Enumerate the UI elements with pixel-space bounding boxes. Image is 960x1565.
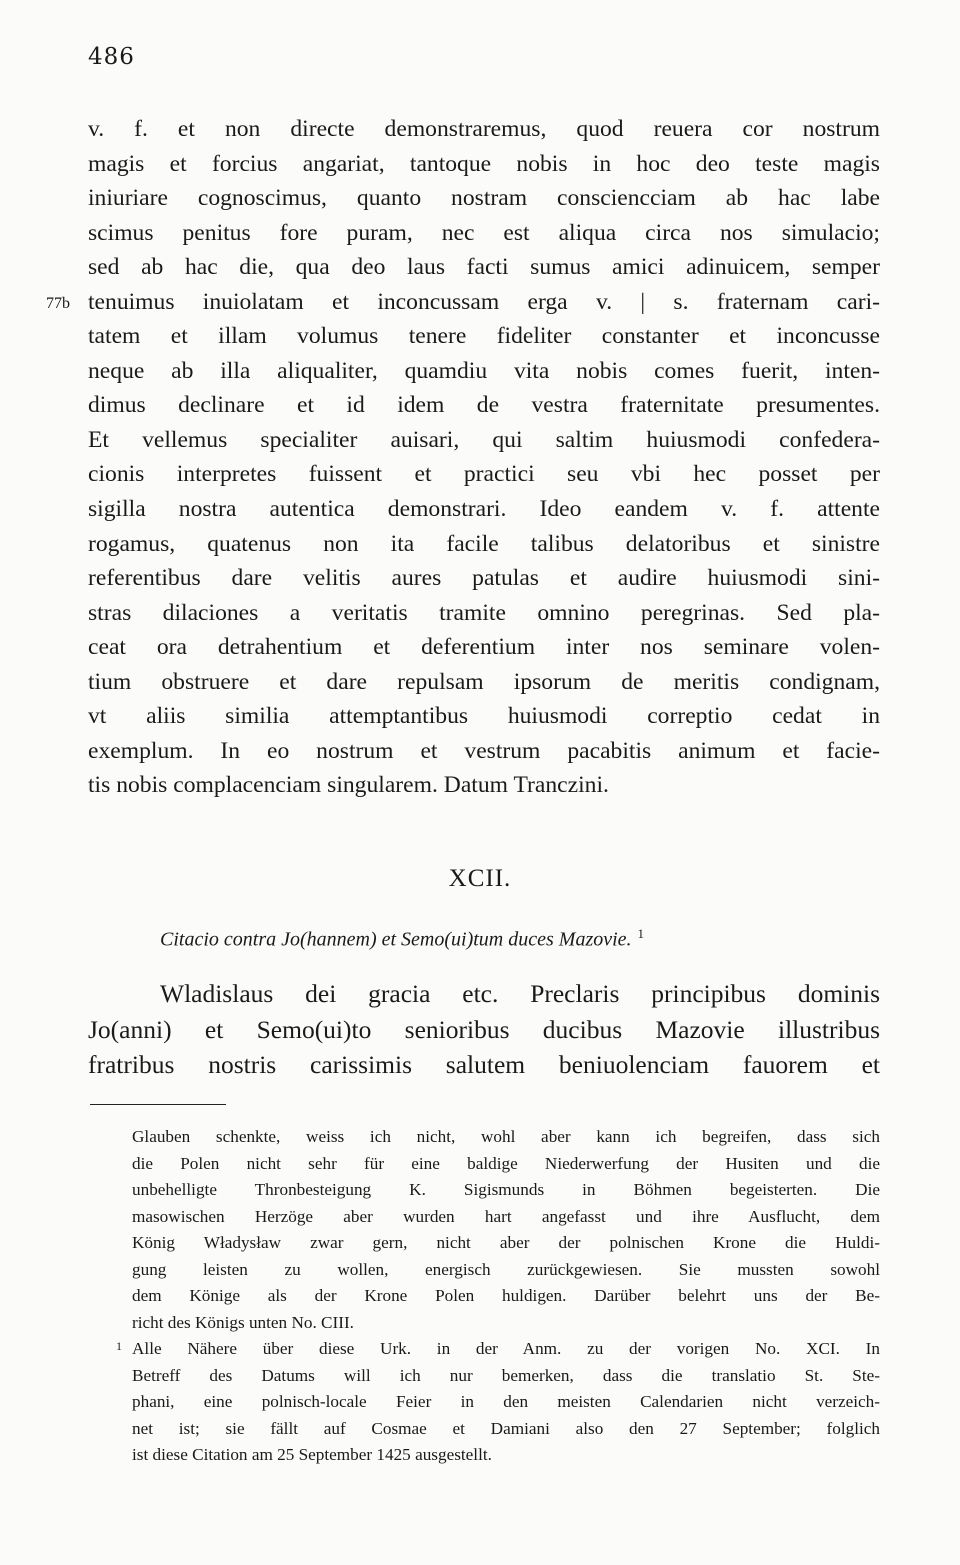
body-line: stras dilaciones a veritatis tramite omnino peregrinas. Sed pla- <box>88 599 880 626</box>
body-line: rogamus, quatenus non ita facile talibus delatoribus et sinistre <box>88 530 880 557</box>
footnote-line: richt des Königs unten No. CIII. <box>132 1312 354 1332</box>
regest-text: Citacio contra Jo(hannem) et Semo(ui)tum duces Mazovie. <box>160 928 632 951</box>
footnote-continued <box>132 1124 880 1336</box>
footnote-line: Betreff des Datums will ich nur bemerken, dass die translatio St. Ste- <box>132 1365 880 1385</box>
footnote-line: unbehelligte Thronbesteigung K. Sigismunds in Böhmen begeisterten. Die <box>132 1180 880 1199</box>
document-text <box>88 976 880 1083</box>
footnote-line: gung leisten zu wollen, energisch zurückgewiesen. Sie mussten sowohl <box>132 1259 880 1279</box>
body-line: dimus declinare et id idem de vestra fraternitate presumentes. <box>88 392 880 419</box>
body-line: tis nobis complacenciam singularem. Datum Tranczini. <box>88 772 609 799</box>
footnotes <box>116 1124 880 1469</box>
body-line: iniuriare cognoscimus, quanto nostram consciencciam ab hac labe <box>88 185 880 212</box>
page-number: 486 <box>88 44 135 70</box>
footnote-line: phani, eine polnisch-locale Feier in den meisten Calendarien nicht verzeich- <box>132 1392 880 1411</box>
body-line: magis et forcius angariat, tantoque nobis in hoc deo teste magis <box>88 150 880 177</box>
body-line: ceat ora detrahentium et deferentium inter nos seminare volen- <box>88 634 880 661</box>
doc-line: fratribus nostris carissimis salutem beniuolenciam fauorem et <box>88 1050 880 1079</box>
body-line: tium obstruere et dare repulsam ipsorum de meritis condignam, <box>88 668 880 695</box>
document-heading: XCII. <box>448 865 512 892</box>
body-line: exemplum. In eo nostrum et vestrum pacabitis animum et facie- <box>88 737 880 764</box>
body-line: sigilla nostra autentica demonstrari. Ideo eandem v. f. attente <box>88 496 880 523</box>
footnote-line: die Polen nicht sehr für eine baldige Niederwerfung der Husiten und die <box>132 1153 880 1173</box>
footnote-line: dem Könige als der Krone Polen huldigen. Darüber belehrt uns der Be- <box>132 1286 880 1305</box>
footnote-marker: 1 <box>116 1339 122 1353</box>
body-line: scimus penitus fore puram, nec est aliqua circa nos simulacio; <box>88 219 880 246</box>
footnote-divider <box>90 1104 226 1105</box>
footnote-line: Alle Nähere über diese Urk. in der Anm. zu der vorigen No. XCI. In <box>132 1339 880 1358</box>
body-line: tenuimus inuiolatam et inconcussam erga v. | s. fraternam cari- <box>88 288 880 315</box>
body-line: neque ab illa aliqualiter, quamdiu vita nobis comes fuerit, inten- <box>88 357 880 384</box>
footnote-ref: 1 <box>637 926 645 941</box>
footnote-line: ist diese Citation am 25 September 1425 ausgestellt. <box>132 1445 492 1464</box>
body-line: vt aliis similia attemptantibus huiusmodi correptio cedat in <box>88 703 880 730</box>
doc-line: Jo(anni) et Semo(ui)to senioribus ducibus Mazovie illustribus <box>88 1014 880 1044</box>
footnote-1 <box>116 1336 880 1469</box>
body-line: Et vellemus specialiter auisari, qui saltim huiusmodi confedera- <box>88 426 880 453</box>
letter-body <box>46 112 880 803</box>
document-regest <box>160 926 644 952</box>
body-line: cionis interpretes fuissent et practici seu vbi hec posset per <box>88 461 880 488</box>
body-line: v. f. et non directe demonstraremus, quod reuera cor nostrum <box>88 116 880 142</box>
margin-folio-note: 77b <box>46 294 70 312</box>
doc-line: Wladislaus dei gracia etc. Preclaris principibus dominis <box>160 979 880 1008</box>
footnote-line: König Władysław zwar gern, nicht aber der polnischen Krone die Huldi- <box>132 1233 880 1252</box>
body-line: referentibus dare velitis aures patulas et audire huiusmodi sini- <box>88 565 880 592</box>
body-line: tatem et illam volumus tenere fideliter constanter et inconcusse <box>88 323 880 350</box>
footnote-line: masowischen Herzöge aber wurden hart angefasst und ihre Ausflucht, dem <box>132 1206 880 1226</box>
footnote-line: net ist; sie fällt auf Cosmae et Damiani also den 27 September; folglich <box>132 1418 880 1438</box>
footnote-line: Glauben schenkte, weiss ich nicht, wohl aber kann ich begreifen, dass sich <box>132 1127 880 1146</box>
body-line: sed ab hac die, qua deo laus facti sumus amici adinuicem, semper <box>88 254 880 281</box>
